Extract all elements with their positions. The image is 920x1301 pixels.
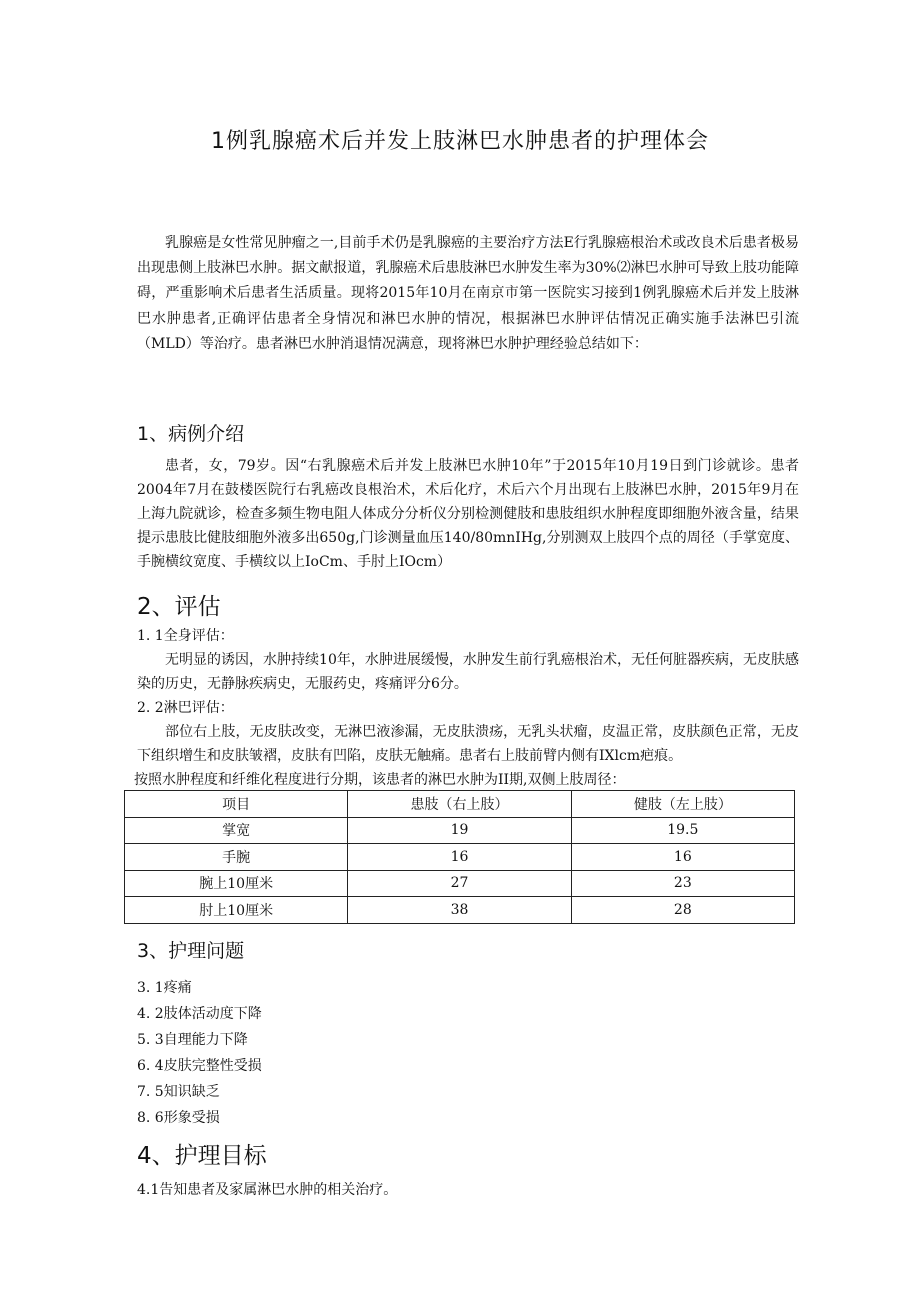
- table-row: [125, 897, 795, 924]
- section-heading-assessment: 2、评估: [137, 594, 221, 620]
- circumference-table: [124, 790, 795, 924]
- list-item: 6. 4皮肤完整性受损: [137, 1058, 262, 1074]
- table-cell: 23: [571, 870, 794, 897]
- section-heading-case: 1、病例介绍: [137, 423, 245, 445]
- table-row: [125, 870, 795, 897]
- list-item: 5. 3自理能力下降: [137, 1032, 248, 1048]
- table-cell: 肘上10厘米: [125, 897, 348, 924]
- sub-heading-general: 1. 1全身评估：: [137, 628, 234, 644]
- case-text: 患者，女，79岁。因“右乳腺癌术后并发上肢淋巴水肿10年”于2015年10月19日到门诊就诊。患者2004年7月在鼓楼医院行右乳癌改良根治术，术后化疗，术后六个月出现右上肢淋巴水肿，2015年9月在上海九院就诊，检查多频生物电阻人体成分分析仪分别检测健肢和患肢组织水肿程度即细胞外液含量，结果提示患肢比健肢细胞外液多出650g,门诊测量血压140/80mnIHg,分别测双上肢四个点的周径（手掌宽度、手腕横纹宽度、手横纹以上IoCm、手肘上IOcm）: [137, 458, 799, 570]
- document-title: 1例乳腺癌术后并发上肢淋巴水肿患者的护理体会: [211, 129, 709, 154]
- section-heading-goals: 4、护理目标: [137, 1143, 267, 1169]
- staging-text: 按照水肿程度和纤维化程度进行分期，该患者的淋巴水肿为II期,双侧上肢周径：: [134, 772, 626, 788]
- intro-paragraph: [137, 231, 799, 357]
- lymph-assessment-text: 部位右上肢，无皮肤改变，无淋巴液渗漏，无皮肤溃疡，无乳头状瘤，皮温正常，皮肤颜色正常，无皮下组织增生和皮肤皱褶，皮肤有凹陷，皮肤无触痛。患者右上肢前臂内侧有IXlcm疤痕。: [137, 724, 799, 764]
- table-cell: 19: [348, 817, 571, 844]
- table-cell: 38: [348, 897, 571, 924]
- list-item: 3. 1疼痛: [137, 980, 192, 996]
- general-assessment-text: 无明显的诱因，水肿持续10年，水肿进展缓慢，水肿发生前行乳癌根治术，无任何脏器疾病，无皮肤感染的历史，无静脉疾病史，无服药史，疼痛评分6分。: [137, 652, 799, 692]
- table-cell: 16: [348, 844, 571, 871]
- table-cell: 27: [348, 870, 571, 897]
- table-header: 健肢（左上肢）: [571, 791, 794, 818]
- table-header-row: [125, 791, 795, 818]
- table-cell: 掌宽: [125, 817, 348, 844]
- sub-heading-lymph: 2. 2淋巴评估：: [137, 700, 234, 716]
- list-item: 8. 6形象受损: [137, 1110, 220, 1126]
- case-paragraph: [137, 454, 799, 574]
- problems-list: [137, 975, 262, 1131]
- table-row: [125, 817, 795, 844]
- table-cell: 16: [571, 844, 794, 871]
- section-heading-problems: 3、护理问题: [137, 940, 245, 962]
- table-header: 患肢（右上肢）: [348, 791, 571, 818]
- table-cell: 腕上10厘米: [125, 870, 348, 897]
- list-item: 7. 5知识缺乏: [137, 1084, 220, 1100]
- table-row: [125, 844, 795, 871]
- lymph-assessment: [137, 720, 799, 768]
- list-item: 4. 2肢体活动度下降: [137, 1006, 262, 1022]
- general-assessment: [137, 648, 799, 696]
- table-cell: 手腕: [125, 844, 348, 871]
- intro-text: 乳腺癌是女性常见肿瘤之一,目前手术仍是乳腺癌的主要治疗方法E行乳腺癌根治术或改良术后患者极易出现患侧上肢淋巴水肿。据文献报道，乳腺癌术后患肢淋巴水肿发生率为30%⑵淋巴水肿可导致上肢功能障碍，严重影响术后患者生活质量。现将2015年10月在南京市第一医院实习接到1例乳腺癌术后并发上肢淋巴水肿患者,正确评估患者全身情况和淋巴水肿的情况，根据淋巴水肿评估情况正确实施手法淋巴引流（MLD）等治疗。患者淋巴水肿消退情况满意，现将淋巴水肿护理经验总结如下：: [137, 235, 799, 352]
- table-cell: 28: [571, 897, 794, 924]
- table-header: 项目: [125, 791, 348, 818]
- table-cell: 19.5: [571, 817, 794, 844]
- list-item: 4.1告知患者及家属淋巴水肿的相关治疗。: [137, 1182, 398, 1198]
